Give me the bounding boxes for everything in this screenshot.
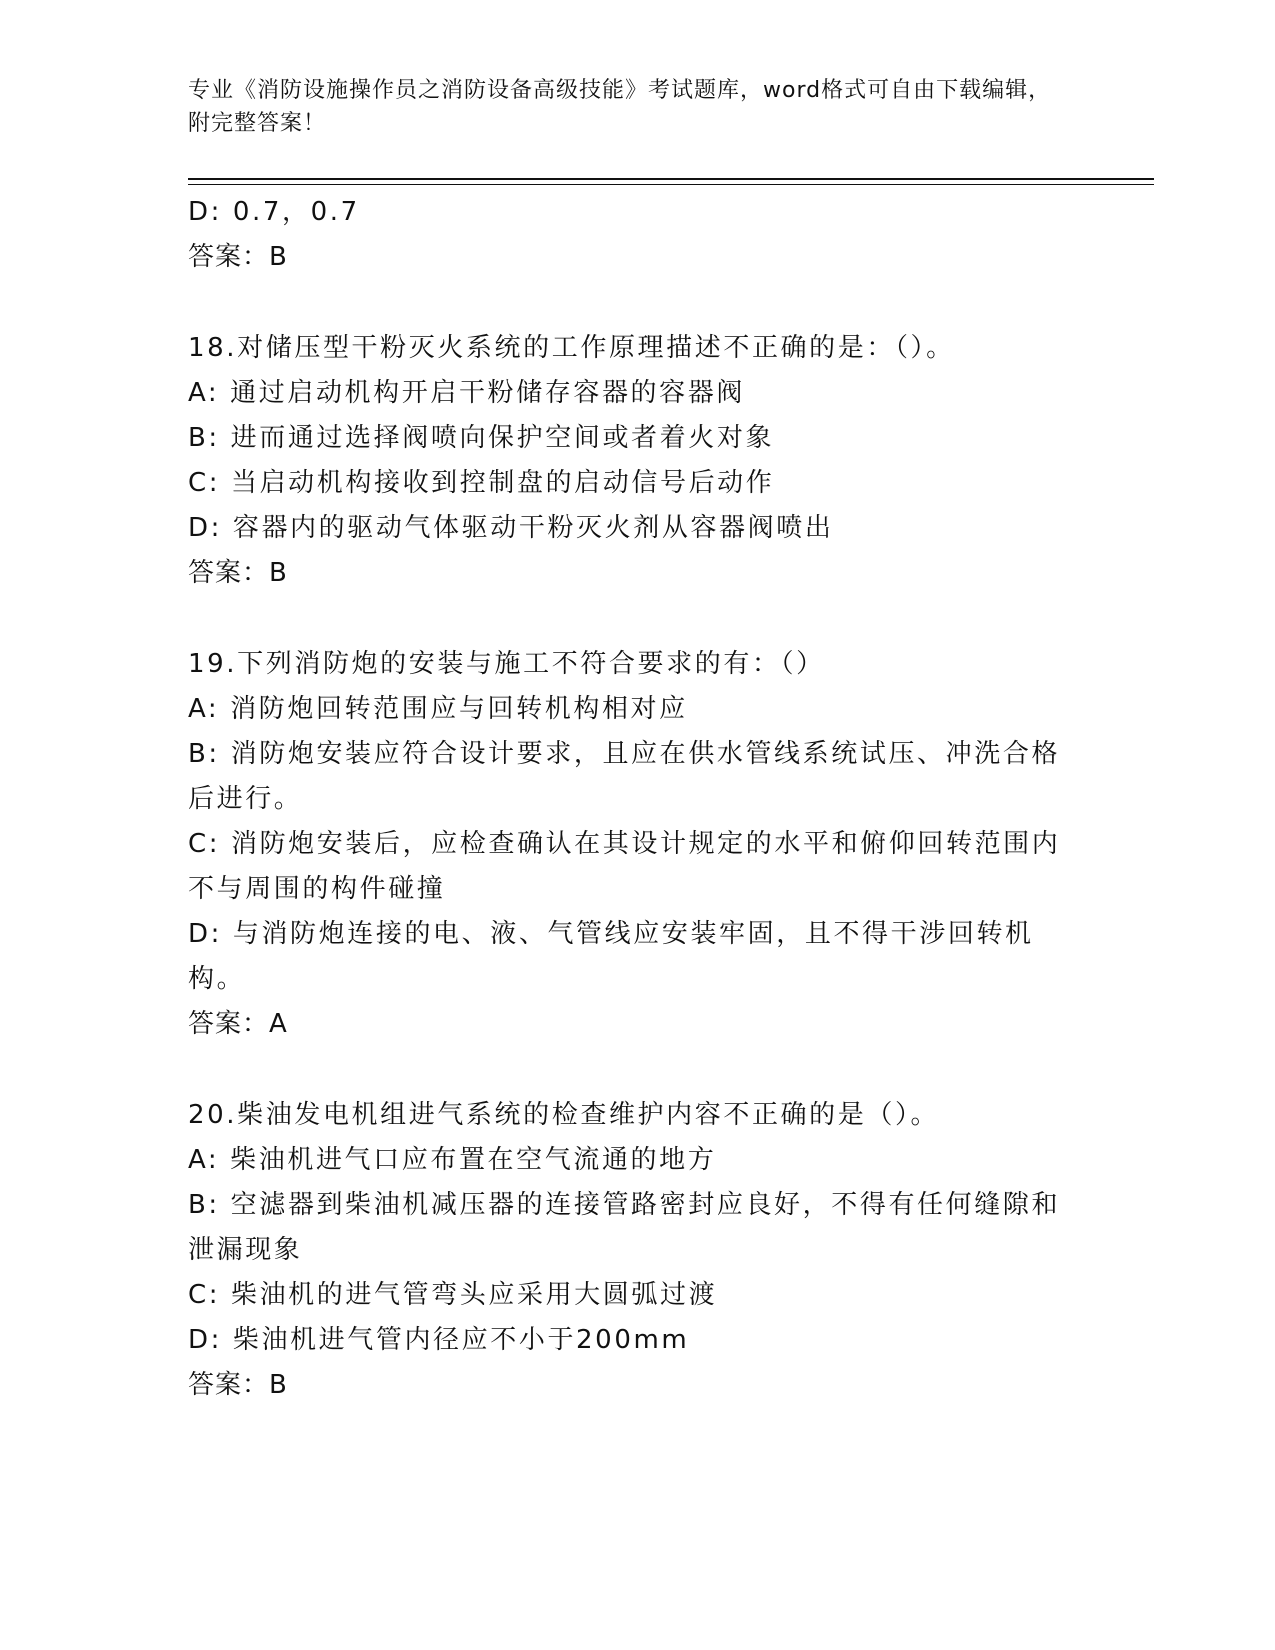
question-stem: 19.下列消防炮的安装与施工不符合要求的有：（） bbox=[188, 649, 825, 679]
prev-answer: 答案：B bbox=[188, 242, 288, 272]
prev-option-d: D: 0.7，0.7 bbox=[188, 197, 360, 227]
answer: 答案：A bbox=[188, 1009, 288, 1039]
question-stem: 18.对储压型干粉灭火系统的工作原理描述不正确的是：（）。 bbox=[188, 333, 955, 363]
spacer bbox=[188, 280, 1088, 326]
question-stem: 20.柴油发电机组进气系统的检查维护内容不正确的是（）。 bbox=[188, 1100, 940, 1130]
option-c: C: 消防炮安装后，应检查确认在其设计规定的水平和俯仰回转范围内不与周围的构件碰撞 bbox=[188, 829, 1061, 904]
page-header: 专业《消防设施操作员之消防设备高级技能》考试题库，word格式可自由下载编辑，附完整答案！ bbox=[188, 78, 1052, 136]
option-b: B: 空滤器到柴油机减压器的连接管路密封应良好，不得有任何缝隙和泄漏现象 bbox=[188, 1190, 1061, 1265]
option-d: D: 与消防炮连接的电、液、气管线应安装牢固，且不得干涉回转机构。 bbox=[188, 919, 1034, 994]
option-a: A: 通过启动机构开启干粉储存容器的容器阀 bbox=[188, 378, 745, 408]
spacer bbox=[188, 1047, 1088, 1093]
answer: 答案：B bbox=[188, 558, 288, 588]
header-divider-thin bbox=[188, 184, 1154, 185]
option-a: A: 消防炮回转范围应与回转机构相对应 bbox=[188, 694, 688, 724]
option-b: B: 进而通过选择阀喷向保护空间或者着火对象 bbox=[188, 423, 775, 453]
option-d: D: 容器内的驱动气体驱动干粉灭火剂从容器阀喷出 bbox=[188, 513, 834, 543]
option-b: B: 消防炮安装应符合设计要求，且应在供水管线系统试压、冲洗合格后进行。 bbox=[188, 739, 1061, 814]
option-c: C: 当启动机构接收到控制盘的启动信号后动作 bbox=[188, 468, 775, 498]
option-c: C: 柴油机的进气管弯头应采用大圆弧过渡 bbox=[188, 1280, 718, 1310]
option-d: D: 柴油机进气管内径应不小于200mm bbox=[188, 1325, 690, 1355]
question-20 bbox=[188, 1093, 1088, 1408]
header-divider-thick bbox=[188, 178, 1154, 180]
question-18 bbox=[188, 326, 1088, 596]
question-content bbox=[188, 190, 1088, 1408]
question-19 bbox=[188, 642, 1088, 1047]
answer: 答案：B bbox=[188, 1370, 288, 1400]
option-a: A: 柴油机进气口应布置在空气流通的地方 bbox=[188, 1145, 717, 1175]
spacer bbox=[188, 596, 1088, 642]
